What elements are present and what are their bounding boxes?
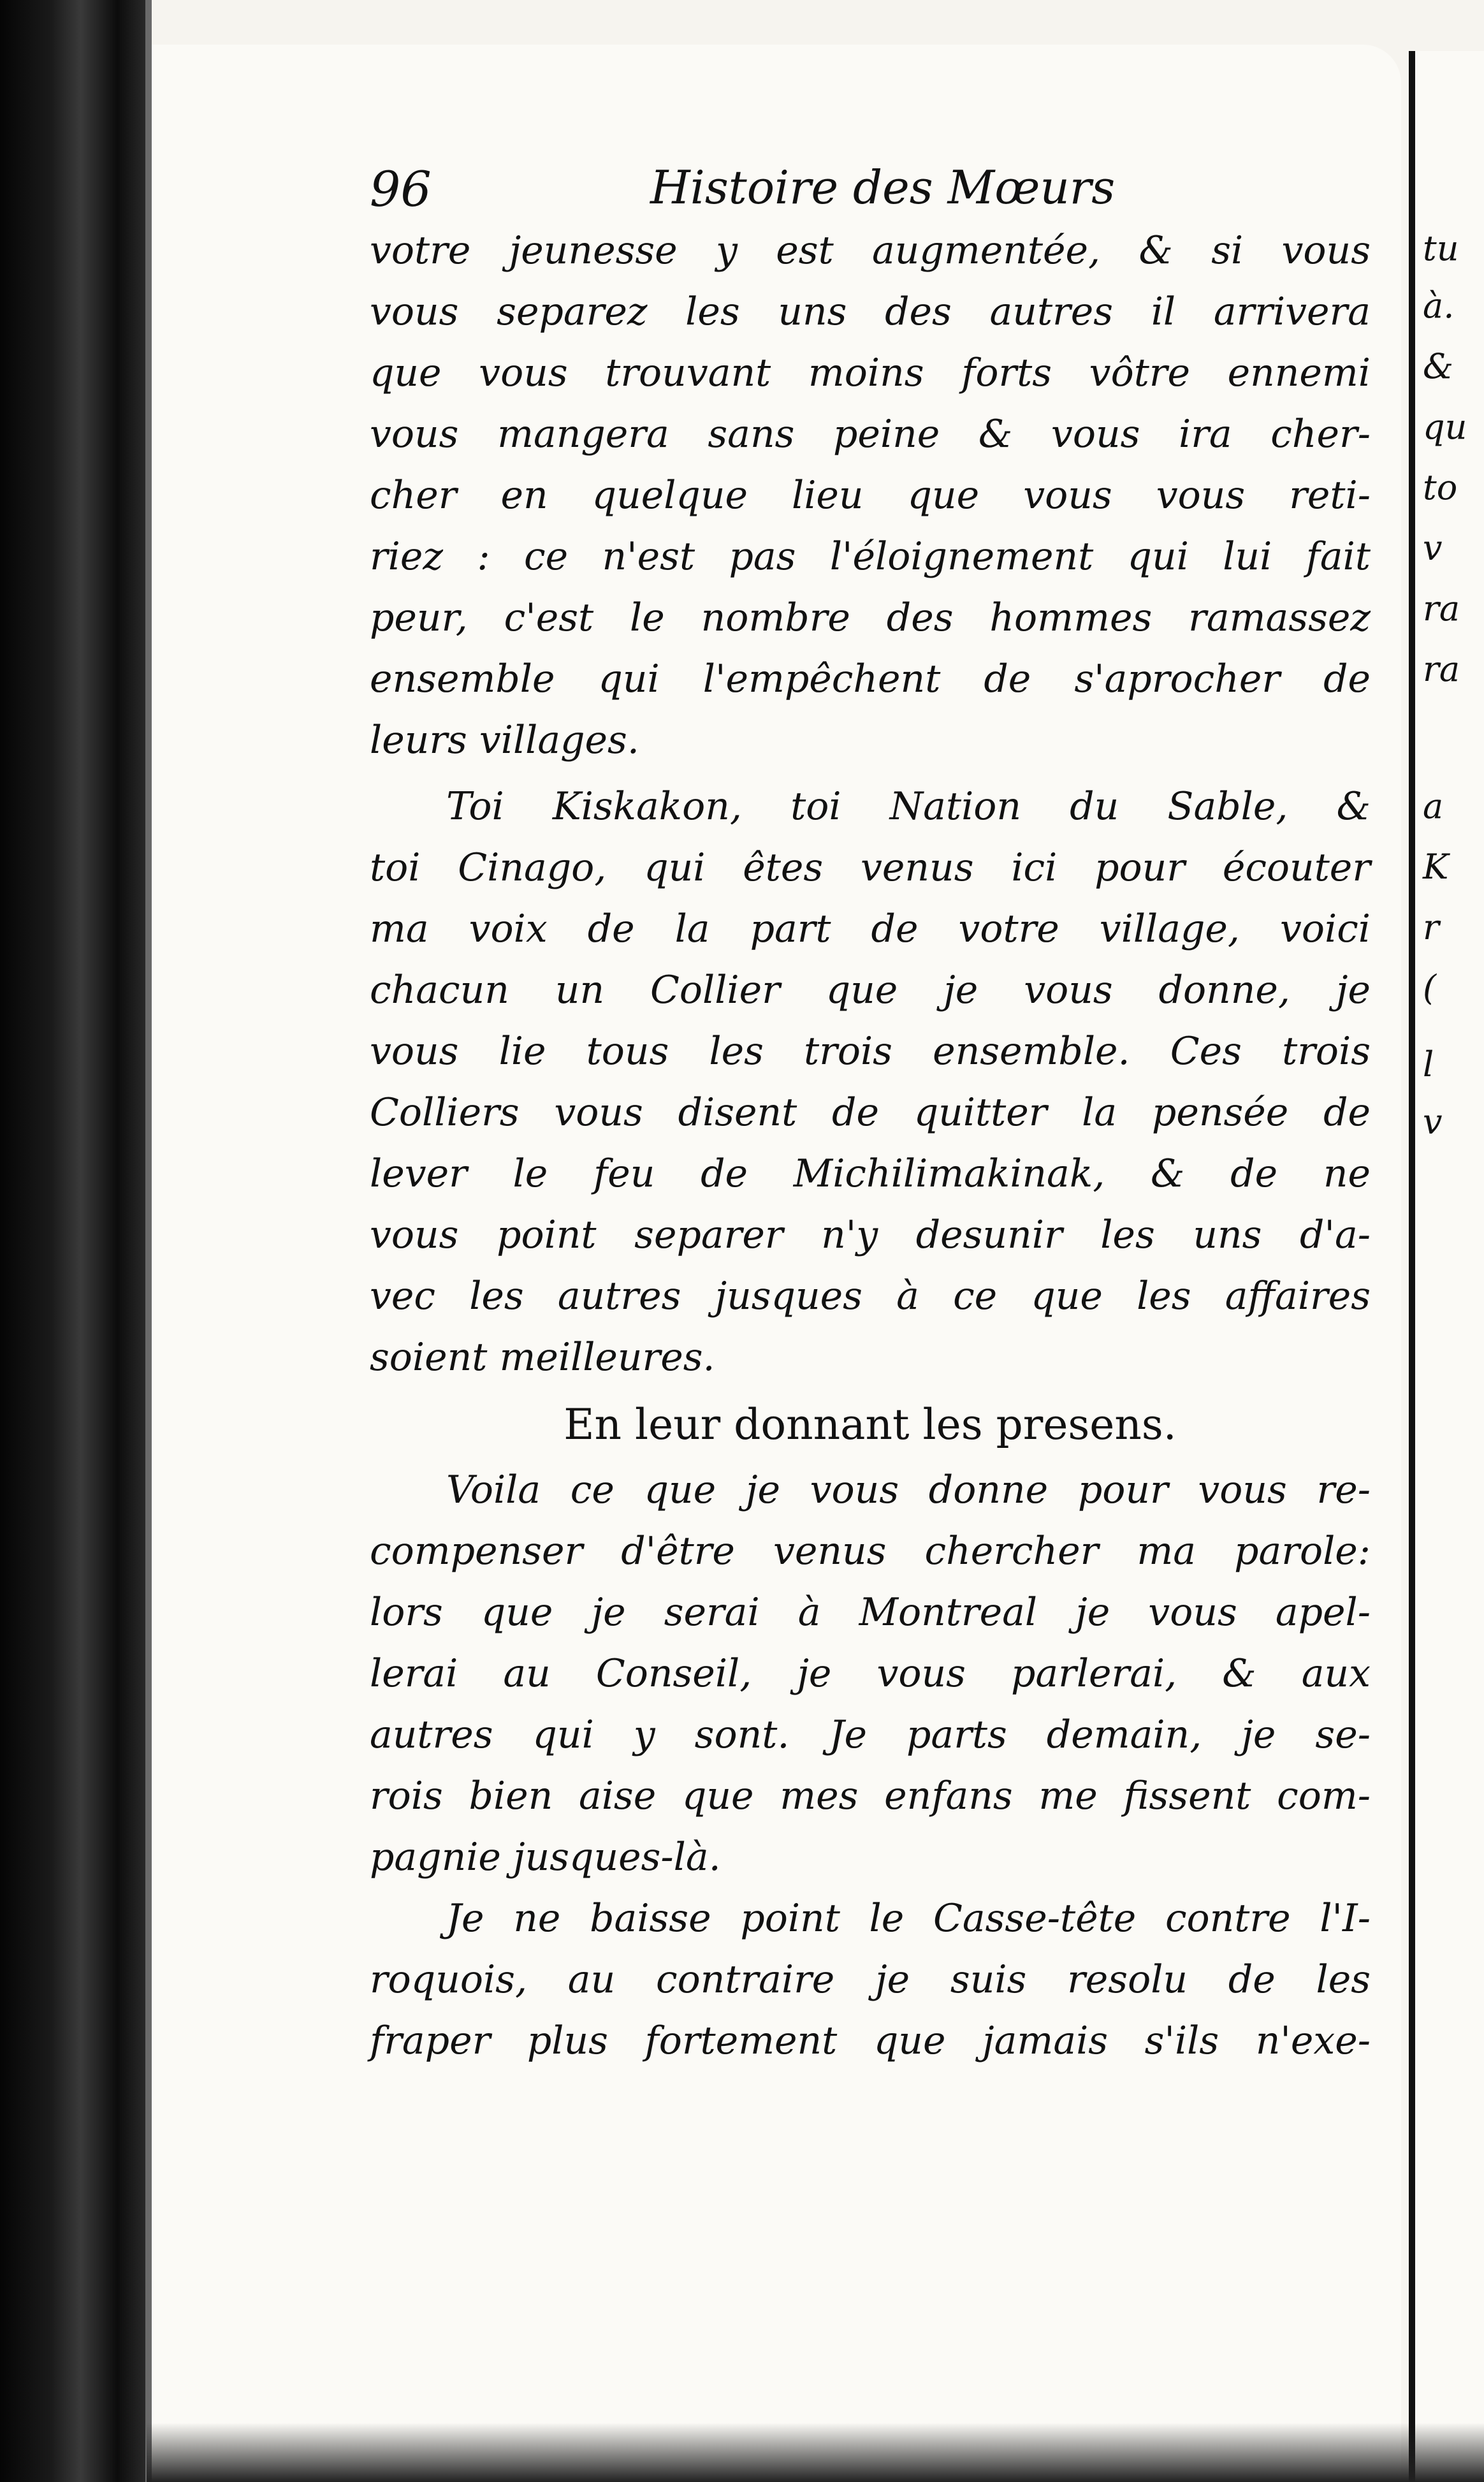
text-line: roquois, au contraire je suis resolu de les: [370, 1957, 1371, 2002]
text-line: Voila ce que je vous donne pour vous re-: [446, 1468, 1371, 1512]
facing-fragment: K: [1423, 847, 1449, 887]
text-line: vous separez les uns des autres il arrivera: [370, 289, 1371, 334]
paragraph: [370, 1459, 1371, 1888]
text-line: soient meilleures.: [370, 1335, 715, 1380]
facing-fragment: r: [1423, 907, 1439, 947]
text-line: toi Cinago, qui êtes venus ici pour écouter: [370, 845, 1371, 890]
text-line: Toi Kiskakon, toi Nation du Sable, &: [446, 784, 1371, 829]
binding-edge: [145, 0, 152, 2482]
paragraph-gap: [370, 771, 1371, 776]
facing-fragment: v: [1423, 1102, 1443, 1142]
text-line: lors que je serai à Montreal je vous apel-: [370, 1590, 1371, 1635]
text-line: vous lie tous les trois ensemble. Ces trois: [370, 1029, 1371, 1074]
page-body: [370, 220, 1371, 2071]
page-header: [370, 161, 1358, 224]
facing-fragment: (: [1423, 968, 1437, 1008]
running-title: Histoire des Mœurs: [650, 161, 1116, 214]
section-heading: En leur donnant les presens.: [564, 1400, 1177, 1449]
text-line: Je ne baisse point le Casse-tête contre l'I-: [446, 1896, 1371, 1941]
paragraph: [370, 776, 1371, 1388]
facing-fragment: l: [1423, 1044, 1434, 1084]
paragraph: [370, 1888, 1371, 2071]
facing-fragment: &: [1423, 346, 1454, 386]
text-line: compenser d'être venus chercher ma parole:: [370, 1529, 1371, 1573]
facing-fragment: tu: [1423, 228, 1459, 268]
text-line: ensemble qui l'empêchent de s'aprocher de: [370, 657, 1371, 701]
text-line: lever le feu de Michilimakinak, & de ne: [370, 1151, 1371, 1196]
text-line: rois bien aise que mes enfans me fissent com-: [370, 1774, 1371, 1818]
page-bottom-shadow: [147, 2423, 1484, 2482]
facing-fragment: ra: [1423, 649, 1460, 689]
text-line: peur, c'est le nombre des hommes ramassez: [370, 595, 1371, 640]
page-number: 96: [370, 161, 432, 217]
text-line: lerai au Conseil, je vous parlerai, & aux: [370, 1651, 1371, 1696]
paragraph: [370, 220, 1371, 771]
text-line: vous mangera sans peine & vous ira cher-: [370, 412, 1371, 456]
text-line: chacun un Collier que je vous donne, je: [370, 968, 1371, 1012]
facing-fragment: a: [1423, 786, 1444, 826]
text-line: ma voix de la part de votre village, voici: [370, 907, 1371, 951]
text-line: autres qui y sont. Je parts demain, je se-: [370, 1712, 1371, 1757]
text-line: fraper plus fortement que jamais s'ils n'exe-: [370, 2018, 1371, 2063]
facing-fragment: v: [1423, 528, 1443, 568]
binding-gutter: [0, 0, 147, 2482]
text-line: Colliers vous disent de quitter la pensée de: [370, 1090, 1371, 1135]
text-line: cher en quelque lieu que vous vous reti-: [370, 473, 1371, 518]
text-line: que vous trouvant moins forts vôtre ennemi: [370, 351, 1371, 395]
text-line: leurs villages.: [370, 718, 639, 763]
text-line: pagnie jusques-là.: [370, 1835, 721, 1880]
facing-fragment: ra: [1423, 588, 1460, 629]
facing-fragment: à.: [1423, 286, 1455, 326]
text-line: vec les autres jusques à ce que les affaires: [370, 1274, 1371, 1318]
facing-fragment: qu: [1423, 407, 1467, 447]
text-line: votre jeunesse y est augmentée, & si vous: [370, 228, 1371, 273]
text-line: vous point separer n'y desunir les uns d'a-: [370, 1213, 1371, 1257]
text-line: riez : ce n'est pas l'éloignement qui lui fait: [370, 534, 1371, 579]
facing-fragment: to: [1423, 467, 1458, 507]
